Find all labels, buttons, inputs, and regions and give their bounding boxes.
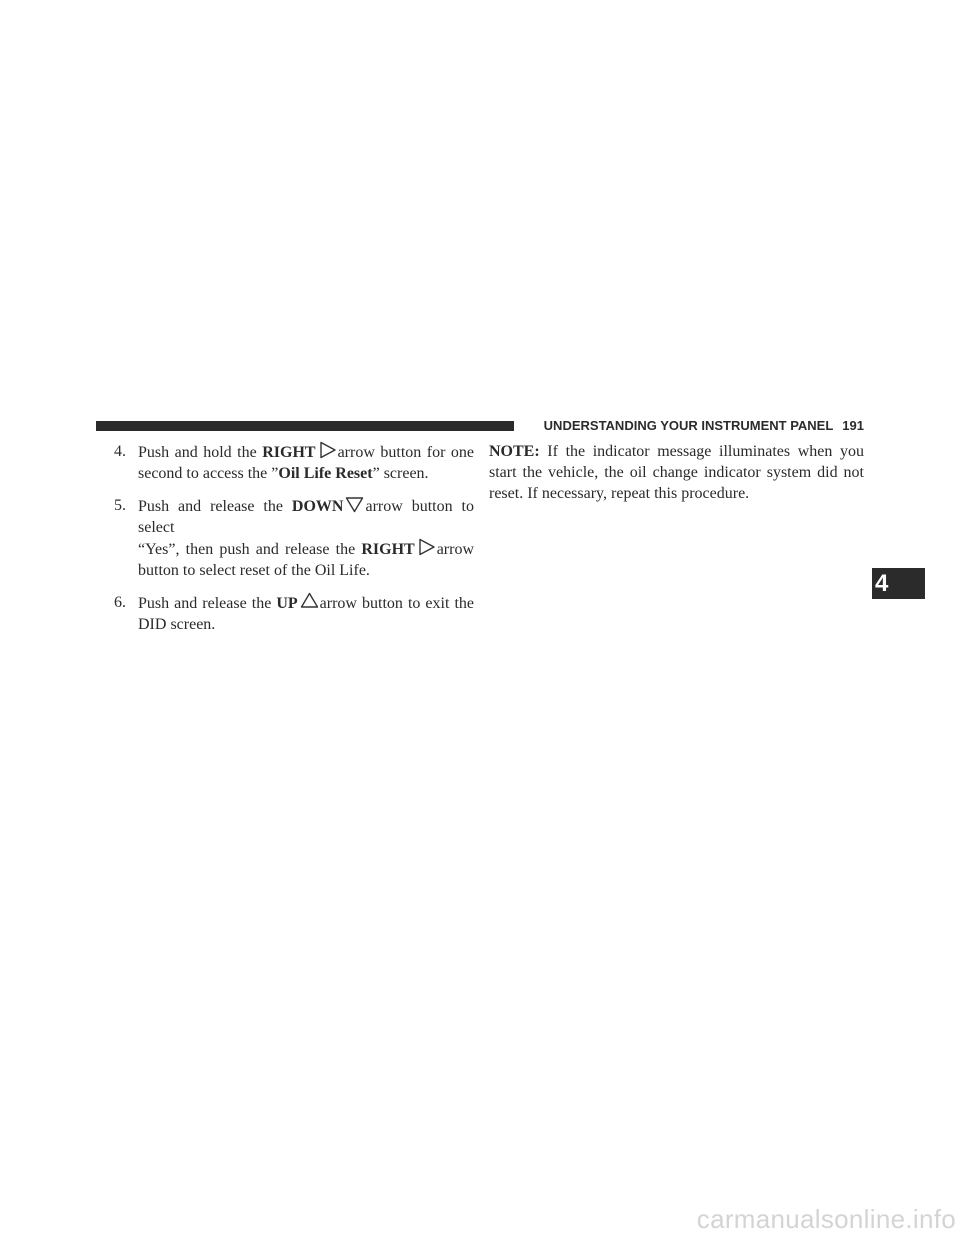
- section-title: UNDERSTANDING YOUR INSTRUMENT PANEL: [543, 418, 834, 433]
- screen-name: Oil Life Reset: [278, 465, 373, 482]
- button-name: UP: [276, 595, 298, 612]
- up-arrow-icon: [300, 592, 319, 610]
- header-rule: [96, 421, 514, 431]
- step-item: [114, 441, 474, 484]
- note-label: NOTE:: [489, 443, 540, 460]
- step-line: second to access the ”Oil Life Reset” screen.: [138, 465, 429, 482]
- step-item: [114, 592, 474, 635]
- step-line: “Yes”, then push and release the RIGHT arrow: [138, 538, 474, 560]
- step-number: 5.: [114, 497, 126, 514]
- step-line: Push and hold the RIGHT arrow button for one: [138, 441, 474, 463]
- note-block: [489, 441, 864, 504]
- button-name: RIGHT: [262, 444, 316, 461]
- right-arrow-icon: [318, 441, 337, 459]
- note-text: If the indicator message illuminates when you start the vehicle, the oil change indicator system did not reset. If necessary, repeat this procedure.: [489, 443, 865, 502]
- right-arrow-icon: [417, 538, 436, 556]
- step-number: 6.: [114, 594, 126, 611]
- page-number: 191: [842, 418, 864, 433]
- running-header: [520, 417, 864, 435]
- down-arrow-icon: [345, 495, 364, 513]
- step-line: Push and release the UP arrow button to exit the: [138, 592, 474, 614]
- step-item: [114, 495, 474, 581]
- step-line: DID screen.: [138, 616, 216, 633]
- chapter-tab: 4: [872, 568, 925, 599]
- watermark: carmanualsonline.info: [696, 1204, 956, 1234]
- step-line: Push and release the DOWN arrow button to select: [138, 495, 474, 538]
- button-name: RIGHT: [361, 541, 415, 558]
- step-number: 4.: [114, 443, 126, 460]
- step-line: button to select reset of the Oil Life.: [138, 562, 370, 579]
- steps-column: [114, 441, 474, 646]
- button-name: DOWN: [291, 498, 344, 515]
